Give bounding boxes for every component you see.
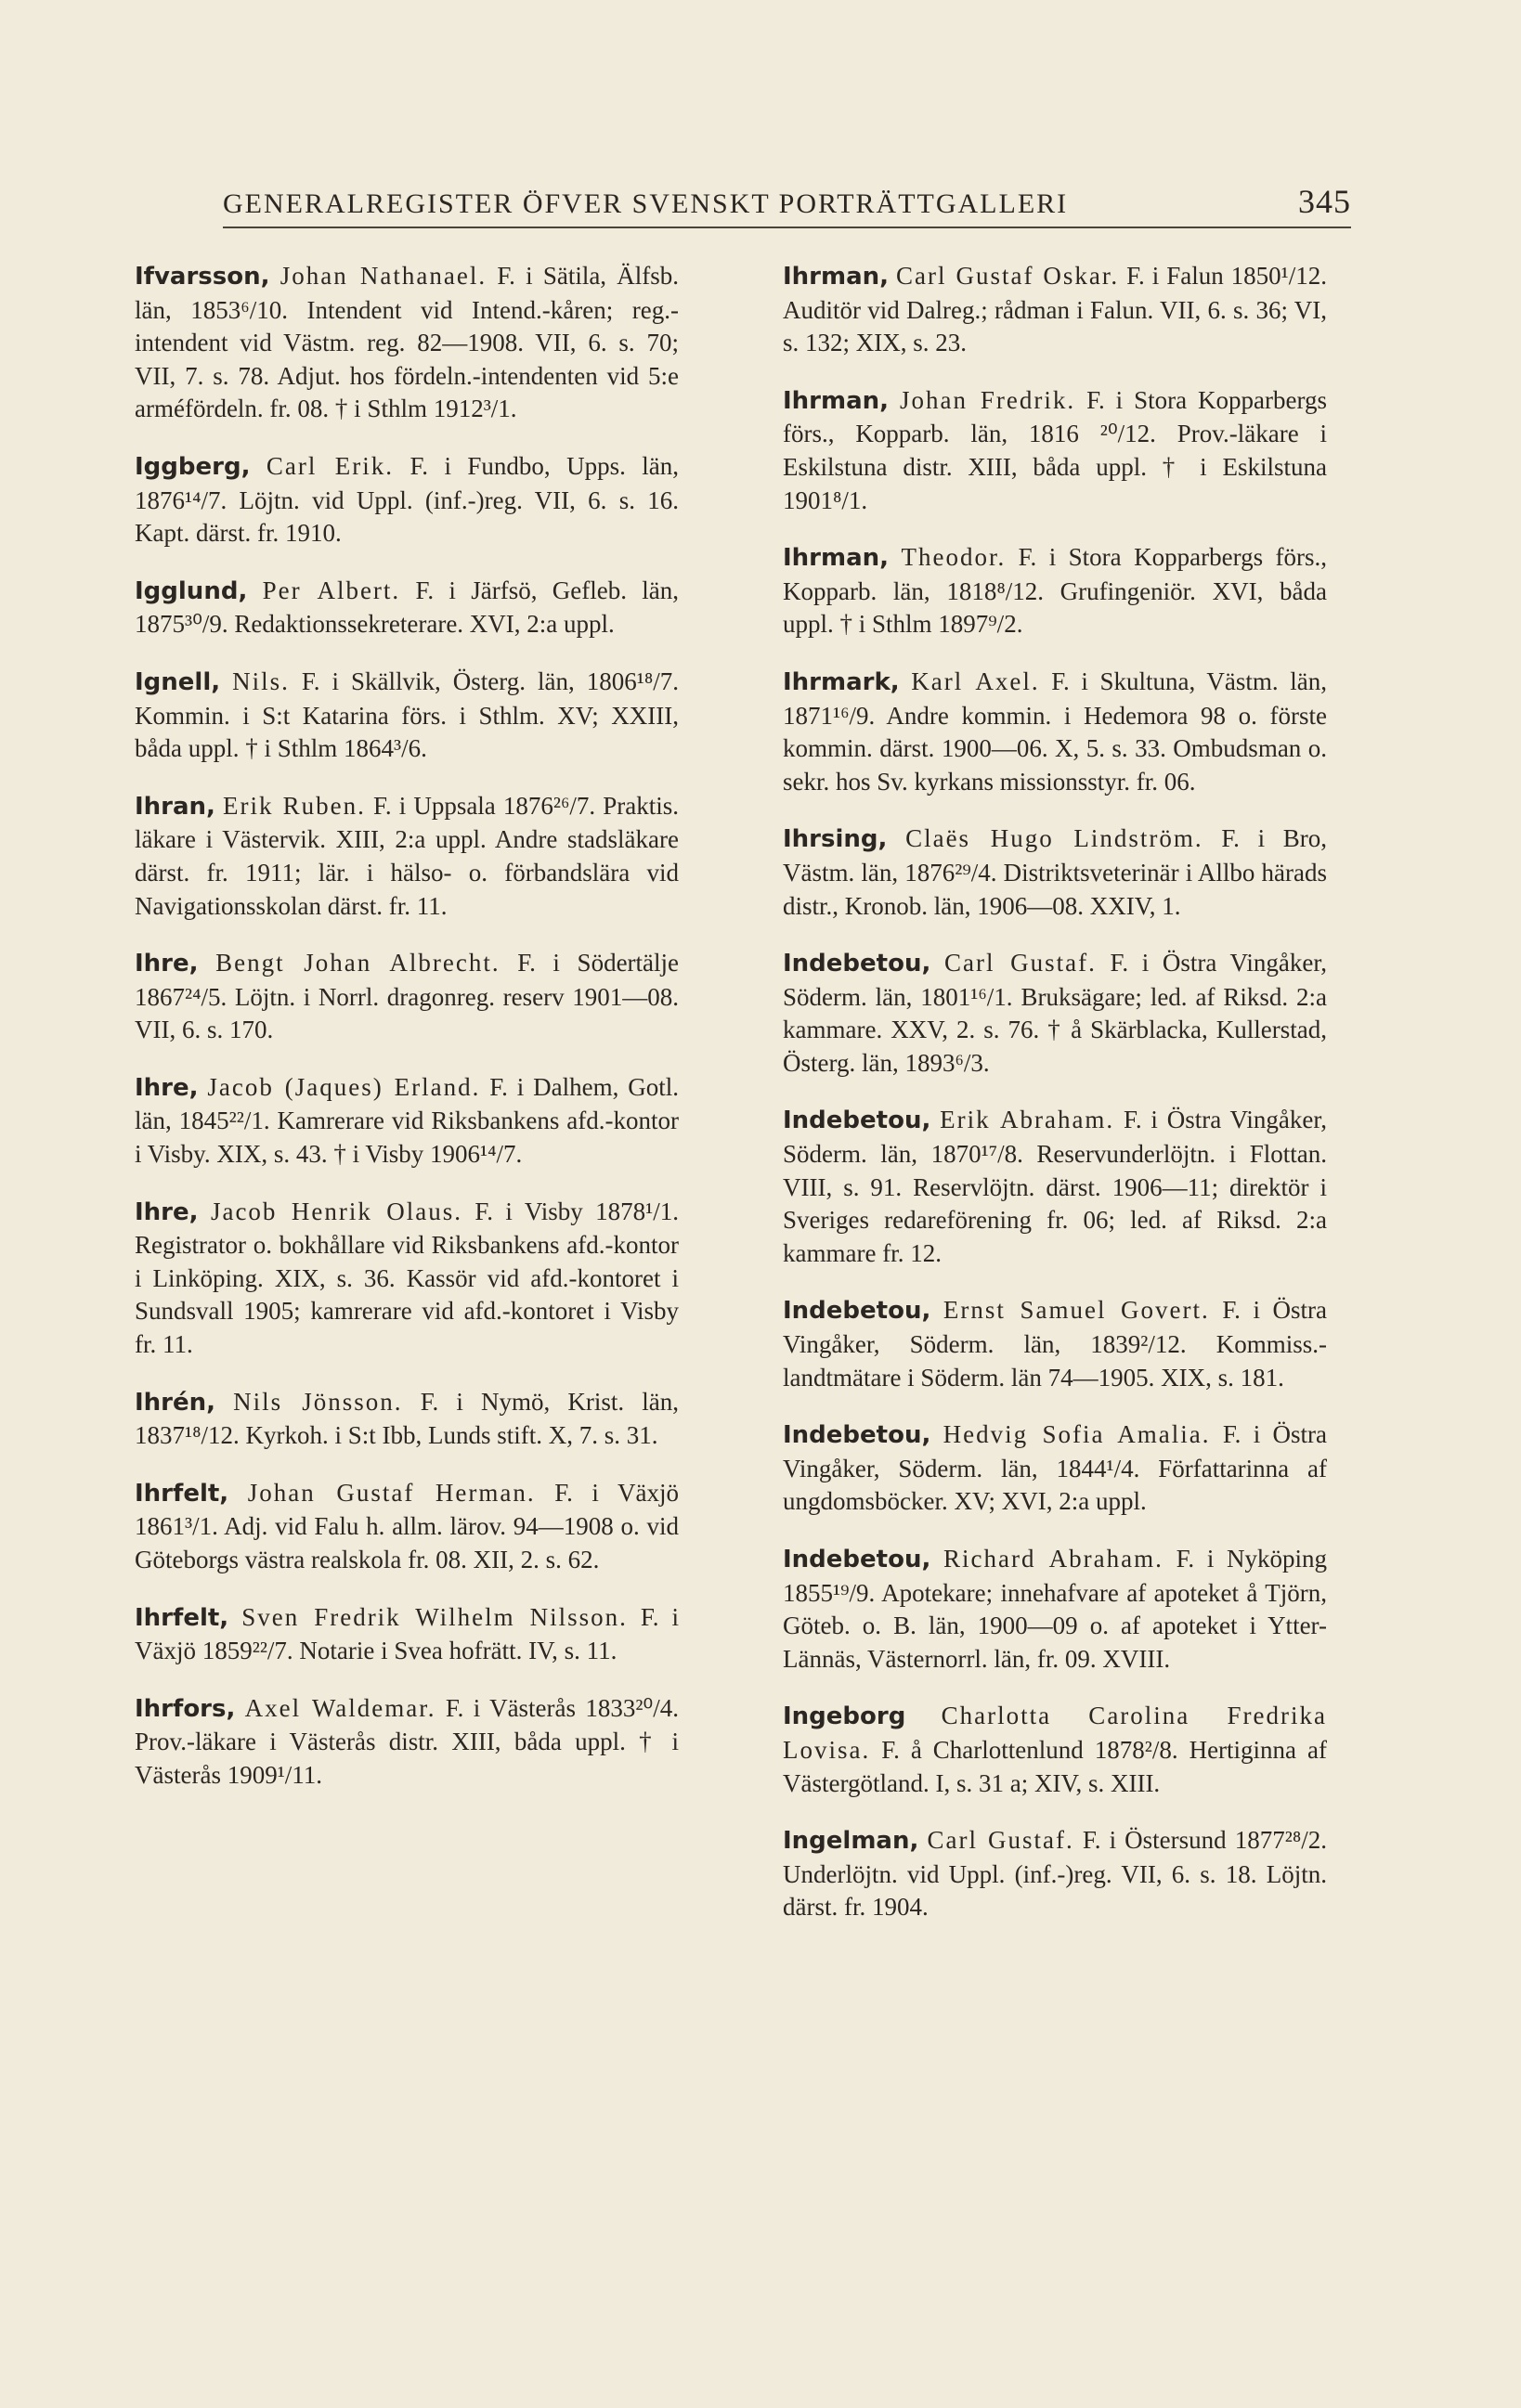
entry-details: F. i Dalhem, Gotl. län, 1845²²/1. Kamrerare vid Riksbankens afd.-kontor i Visby. XIX, s. 43. † i Visby 1906¹⁴/7. <box>135 1072 679 1169</box>
register-entry <box>783 1104 1327 1270</box>
entry-surname: Ifvarsson, <box>135 263 270 291</box>
entry-surname: Ihrmark, <box>783 667 900 696</box>
entry-details: F. i Växjö 1859²²/7. Notarie i Svea hofrätt. IV, s. 11. <box>135 1602 680 1665</box>
register-entry <box>783 947 1327 1080</box>
entry-given-names: Carl Gustaf. <box>944 949 1097 977</box>
entry-surname: Ihre, <box>135 1073 199 1102</box>
page-header <box>223 182 1351 228</box>
entry-surname: Ihrfelt, <box>135 1603 229 1632</box>
register-entry <box>135 790 679 923</box>
entry-given-names: Erik Ruben. <box>223 791 366 820</box>
entry-details: F. i Östra Vingåker, Söderm. län, 1801¹⁶/1. Bruksägare; led. af Riksd. 2:a kammare. XXV, 2. s. 76. † å Skärblacka, Kullerstad, Österg. län, 1893⁶/3. <box>783 949 1328 1077</box>
entry-details: F. i Östra Vingåker, Söderm. län, 1870¹⁷/8. Reservunderlöjtn. i Flottan. VIII, s. 91. Reservlöjtn. därst. 1906—11; direktör i Sveriges redareförening fr. 06; led. af Riksd. 2:a kammare fr. 12. <box>783 1106 1328 1267</box>
register-entry <box>783 260 1327 360</box>
entry-surname: Ihrman, <box>783 544 890 573</box>
entry-surname: Ingelman, <box>783 1827 919 1856</box>
register-entry <box>783 1294 1327 1394</box>
entry-surname: Ihrman, <box>783 263 890 291</box>
entry-surname: Indebetou, <box>783 1107 931 1135</box>
register-entry <box>135 1692 679 1793</box>
entry-given-names: Charlotta Carolina Fredrika Lovisa. <box>783 1702 1327 1764</box>
entry-given-names: Johan Nathanael. <box>280 262 488 290</box>
entry-details: F. i Uppsala 1876²⁶/7. Praktis. läkare i Västervik. XIII, 2:a uppl. Andre stadsläkare därst. fr. 1911; lär. i hälso- o. förbandslära vid Navigationsskolan därst. fr. 11. <box>135 791 680 920</box>
entry-surname: Ihrén, <box>135 1388 216 1417</box>
left-column <box>135 260 679 1817</box>
entry-details: F. i Växjö 1861³/1. Adj. vid Falu h. allm. lärov. 94—1908 o. vid Göteborgs västra realskola fr. 08. XII, 2. s. 62. <box>135 1478 680 1573</box>
register-entry <box>135 450 679 550</box>
register-entry <box>783 1543 1327 1676</box>
entry-given-names: Jacob (Jaques) Erland. <box>207 1072 481 1101</box>
register-entry <box>783 666 1327 798</box>
entry-details: F. i Falun 1850¹/12. Auditör vid Dalreg.; rådman i Falun. VII, 6. s. 36; VI, s. 132; XIX, s. 23. <box>783 262 1328 357</box>
entry-details: F. i Stora Kopparbergs förs., Kopparb. län, 1816 ²⁰/12. Prov.-läkare i Eskilstuna distr. XIII, båda uppl. † i Eskilstuna 1901⁸/1. <box>783 385 1328 514</box>
entry-details: F. å Charlottenlund 1878²/8. Hertiginna af Västergötland. I, s. 31 a; XIV, s. XIII. <box>783 1735 1327 1797</box>
right-column <box>783 260 1327 1948</box>
entry-surname: Ihre, <box>135 950 199 978</box>
entry-surname: Igglund, <box>135 576 248 605</box>
entry-details: F. i Södertälje 1867²⁴/5. Löjtn. i Norrl. dragonreg. reserv 1901—08. VII, 6. s. 170. <box>135 949 680 1044</box>
entry-surname: Indebetou, <box>783 1546 931 1573</box>
entry-details: F. i Östra Vingåker, Söderm. län, 1844¹/4. Författarinna af ungdomsböcker. XV; XVI, 2:a uppl. <box>783 1420 1328 1516</box>
entry-given-names: Nils Jönsson. <box>233 1387 403 1416</box>
entry-surname: Ihrsing, <box>783 825 888 854</box>
entry-given-names: Nils. <box>232 667 290 695</box>
entry-details: F. i Järfsö, Gefleb. län, 1875³⁰/9. Redaktionssekreterare. XVI, 2:a uppl. <box>135 576 680 639</box>
register-entry <box>135 1196 679 1362</box>
entry-given-names: Sven Fredrik Wilhelm Nilsson. <box>241 1602 628 1631</box>
entry-given-names: Claës Hugo Lindström. <box>905 824 1203 853</box>
entry-details: F. i Östersund 1877²⁸/2. Underlöjtn. vid Uppl. (inf.-)reg. VII, 6. s. 18. Löjtn. därst. fr. 1904. <box>783 1826 1328 1922</box>
entry-given-names: Bengt Johan Albrecht. <box>215 949 500 977</box>
entry-given-names: Erik Abraham. <box>940 1106 1115 1134</box>
entry-details: F. i Skultuna, Västm. län, 1871¹⁶/9. Andre kommin. i Hedemora 98 o. förste kommin. därst. 1900—06. X, 5. s. 33. Ombudsman o. sekr. hos Sv. kyrkans missionsstyr. fr. 06. <box>783 667 1327 796</box>
entry-given-names: Carl Erik. <box>266 451 395 480</box>
entry-surname: Ignell, <box>135 667 221 696</box>
entry-surname: Indebetou, <box>783 1297 931 1326</box>
register-entry <box>135 1601 679 1668</box>
entry-details: F. i Stora Kopparbergs förs., Kopparb. län, 1818⁸/12. Grufingeniör. XVI, båda uppl. † i Sthlm 1897⁹/2. <box>783 543 1328 639</box>
entry-details: F. i Visby 1878¹/1. Registrator o. bokhållare vid Riksbankens afd.-kontor i Linköping. XIX, s. 36. Kassör vid afd.-kontoret i Sundsvall 1905; kamrerare vid afd.-kontoret i Visby fr. 11. <box>135 1197 680 1359</box>
register-entry <box>783 1824 1327 1924</box>
entry-surname: Indebetou, <box>783 1421 931 1450</box>
entry-details: F. i Nyköping 1855¹⁹/9. Apotekare; innehafvare af apoteket å Tjörn, Göteb. o. B. län, 1900—09 o. af apoteket i Ytter-Lännäs, Västernorrl. län, fr. 09. XVIII. <box>783 1545 1327 1673</box>
entry-given-names: Richard Abraham. <box>943 1545 1164 1573</box>
register-entry <box>783 1418 1327 1519</box>
running-title: GENERALREGISTER ÖFVER SVENSKT PORTRÄTTGALLERI <box>223 188 1069 219</box>
register-entry <box>135 575 679 641</box>
entry-given-names: Carl Gustaf. <box>927 1826 1074 1855</box>
register-entry <box>135 1386 679 1453</box>
entry-details: F. i Fundbo, Upps. län, 1876¹⁴/7. Löjtn. vid Uppl. (inf.-)reg. VII, 6. s. 16. Kapt. därst. fr. 1910. <box>135 451 679 548</box>
entry-surname: Indebetou, <box>783 950 931 978</box>
entry-details: F. i Nymö, Krist. län, 1837¹⁸/12. Kyrkoh. i S:t Ibb, Lunds stift. X, 7. s. 31. <box>135 1387 680 1450</box>
entry-given-names: Carl Gustaf Oskar. <box>896 262 1120 290</box>
register-entry <box>135 1071 679 1172</box>
entry-given-names: Karl Axel. <box>911 667 1040 695</box>
page-number: 345 <box>1298 183 1351 220</box>
entry-details: F. i Bro, Västm. län, 1876²⁹/4. Distriktsveterinär i Allbo härads distr., Kronob. län, 1906—08. XXIV, 1. <box>783 824 1328 920</box>
register-entry <box>135 947 679 1047</box>
entry-surname: Ihrfelt, <box>135 1479 229 1508</box>
entry-details: F. i Västerås 1833²⁰/4. Prov.-läkare i Västerås distr. XIII, båda uppl. † i Västerås 1909¹/11. <box>135 1693 680 1789</box>
entry-surname: Ingeborg <box>783 1702 906 1731</box>
register-entry <box>135 260 679 426</box>
entry-given-names: Ernst Samuel Govert. <box>942 1296 1210 1325</box>
entry-surname: Ihrman, <box>783 386 890 415</box>
register-entry <box>783 384 1327 517</box>
entry-details: F. i Sätila, Älfsb. län, 1853⁶/10. Intendent vid Intend.-kåren; reg.-intendent vid Västm. reg. 82—1908. VII, 6. s. 70; VII, 7. s. 78. Adjut. hos fördeln.-intendenten vid 5:e arméfördeln. fr. 08. † i Sthlm 1912³/1. <box>135 262 680 423</box>
entry-surname: Iggberg, <box>135 452 251 481</box>
register-entry <box>783 541 1327 641</box>
entry-given-names: Hedvig Sofia Amalia. <box>942 1420 1211 1449</box>
register-entry <box>783 822 1327 923</box>
entry-surname: Ihre, <box>135 1198 199 1226</box>
entry-details: F. i Östra Vingåker, Söderm. län, 1839²/12. Kommiss.-landtmätare i Söderm. län 74—1905. XIX, s. 181. <box>783 1296 1328 1392</box>
register-entry <box>783 1700 1327 1800</box>
entry-given-names: Theodor. <box>901 543 1007 572</box>
entry-details: F. i Skällvik, Österg. län, 1806¹⁸/7. Kommin. i S:t Katarina förs. i Sthlm. XV; XXIII, båda uppl. † i Sthlm 1864³/6. <box>135 667 679 763</box>
entry-surname: Ihran, <box>135 792 215 821</box>
register-entry <box>135 666 679 766</box>
register-entry <box>135 1477 679 1577</box>
entry-given-names: Per Albert. <box>262 576 401 604</box>
entry-given-names: Jacob Henrik Olaus. <box>210 1197 462 1225</box>
entry-given-names: Johan Gustaf Herman. <box>247 1478 536 1507</box>
entry-surname: Ihrfors, <box>135 1694 236 1723</box>
entry-given-names: Johan Fredrik. <box>899 385 1076 414</box>
entry-given-names: Axel Waldemar. <box>244 1693 436 1722</box>
